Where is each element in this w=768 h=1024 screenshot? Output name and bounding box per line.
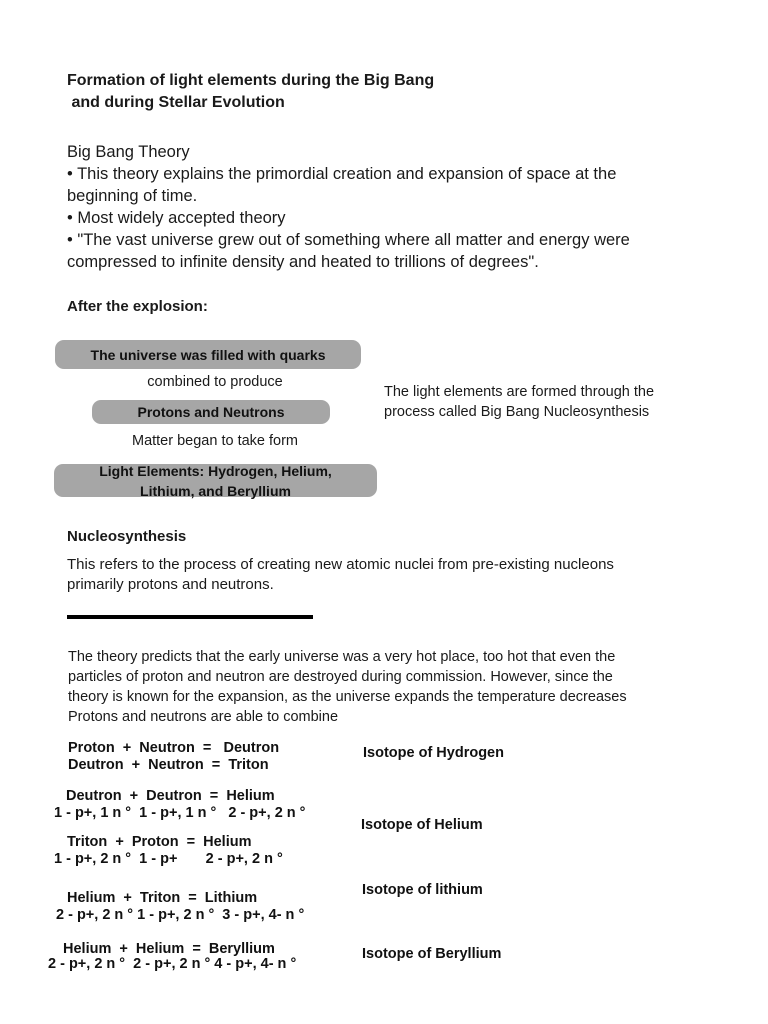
nucleosynthesis-line-1: This refers to the process of creating new atomic nuclei from pre-existing nucleons <box>67 556 614 573</box>
protons-neutrons-pill-label: Protons and Neutrons <box>137 404 285 420</box>
nucleosynthesis-note <box>384 382 654 422</box>
theory-line-1: The theory predicts that the early universe was a very hot place, too hot that even the <box>68 649 616 665</box>
helium-isotope-label: Isotope of Helium <box>361 817 483 833</box>
nucleosynthesis-heading: Nucleosynthesis <box>67 528 187 545</box>
hydrogen-equation-1: Proton + Neutron = Deutron <box>68 740 280 756</box>
beryllium-counts: 2 - p+, 2 n ° 2 - p+, 2 n ° 4 - p+, 4- n ° <box>48 956 297 972</box>
nucleosynthesis-definition <box>67 555 614 595</box>
helium-counts-1: 1 - p+, 1 n ° 1 - p+, 1 n ° 2 - p+, 2 n ° <box>54 805 306 821</box>
theory-line-3: theory is known for the expansion, as the universe expands the temperature decreases <box>68 689 627 705</box>
beryllium-isotope-label: Isotope of Beryllium <box>362 946 502 962</box>
light-elements-line-2: Lithium, and Beryllium <box>140 482 291 499</box>
helium-equation-2: Triton + Proton = Helium <box>67 834 252 850</box>
hydrogen-isotope-label: Isotope of Hydrogen <box>363 745 504 761</box>
big-bang-line-2: beginning of time. <box>67 187 198 205</box>
protons-neutrons-pill <box>92 400 330 424</box>
connector-combined: combined to produce <box>147 374 283 390</box>
quarks-pill-label: The universe was filled with quarks <box>90 346 326 363</box>
section-divider <box>67 615 313 619</box>
after-explosion-heading: After the explosion: <box>67 298 208 315</box>
document-title <box>67 70 434 114</box>
hydrogen-equation-2: Deutron + Neutron = Triton <box>68 757 269 773</box>
title-line-2: and during Stellar Evolution <box>67 94 285 111</box>
helium-equation-1: Deutron + Deutron = Helium <box>66 788 275 804</box>
helium-counts-2: 1 - p+, 2 n ° 1 - p+ 2 - p+, 2 n ° <box>54 851 283 867</box>
light-elements-pill <box>54 464 377 497</box>
lithium-equation: Helium + Triton = Lithium <box>67 890 258 906</box>
light-elements-line-1: Light Elements: Hydrogen, Helium, <box>99 462 332 479</box>
big-bang-heading: Big Bang Theory <box>67 143 190 161</box>
quarks-pill <box>55 340 361 369</box>
theory-line-2: particles of proton and neutron are destroyed during commission. However, since the <box>68 669 613 685</box>
title-line-1: Formation of light elements during the Big Bang <box>67 72 435 89</box>
big-bang-line-3: • Most widely accepted theory <box>67 209 286 227</box>
big-bang-line-5: compressed to infinite density and heated to trillions of degrees". <box>67 253 539 271</box>
lithium-isotope-label: Isotope of lithium <box>362 882 483 898</box>
lithium-counts: 2 - p+, 2 n ° 1 - p+, 2 n ° 3 - p+, 4- n ° <box>56 907 305 923</box>
beryllium-equation: Helium + Helium = Beryllium <box>63 941 275 957</box>
theory-paragraph <box>68 647 627 727</box>
big-bang-line-1: • This theory explains the primordial creation and expansion of space at the <box>67 165 617 183</box>
nucleosynthesis-line-2: primarily protons and neutrons. <box>67 576 274 593</box>
big-bang-line-4: • "The vast universe grew out of something where all matter and energy were <box>67 231 630 249</box>
big-bang-section <box>67 141 630 273</box>
nucleosynthesis-note-line-2: process called Big Bang Nucleosynthesis <box>384 404 650 420</box>
theory-line-4: Protons and neutrons are able to combine <box>68 709 339 725</box>
connector-matter: Matter began to take form <box>131 433 299 449</box>
nucleosynthesis-note-line-1: The light elements are formed through the <box>384 384 655 400</box>
